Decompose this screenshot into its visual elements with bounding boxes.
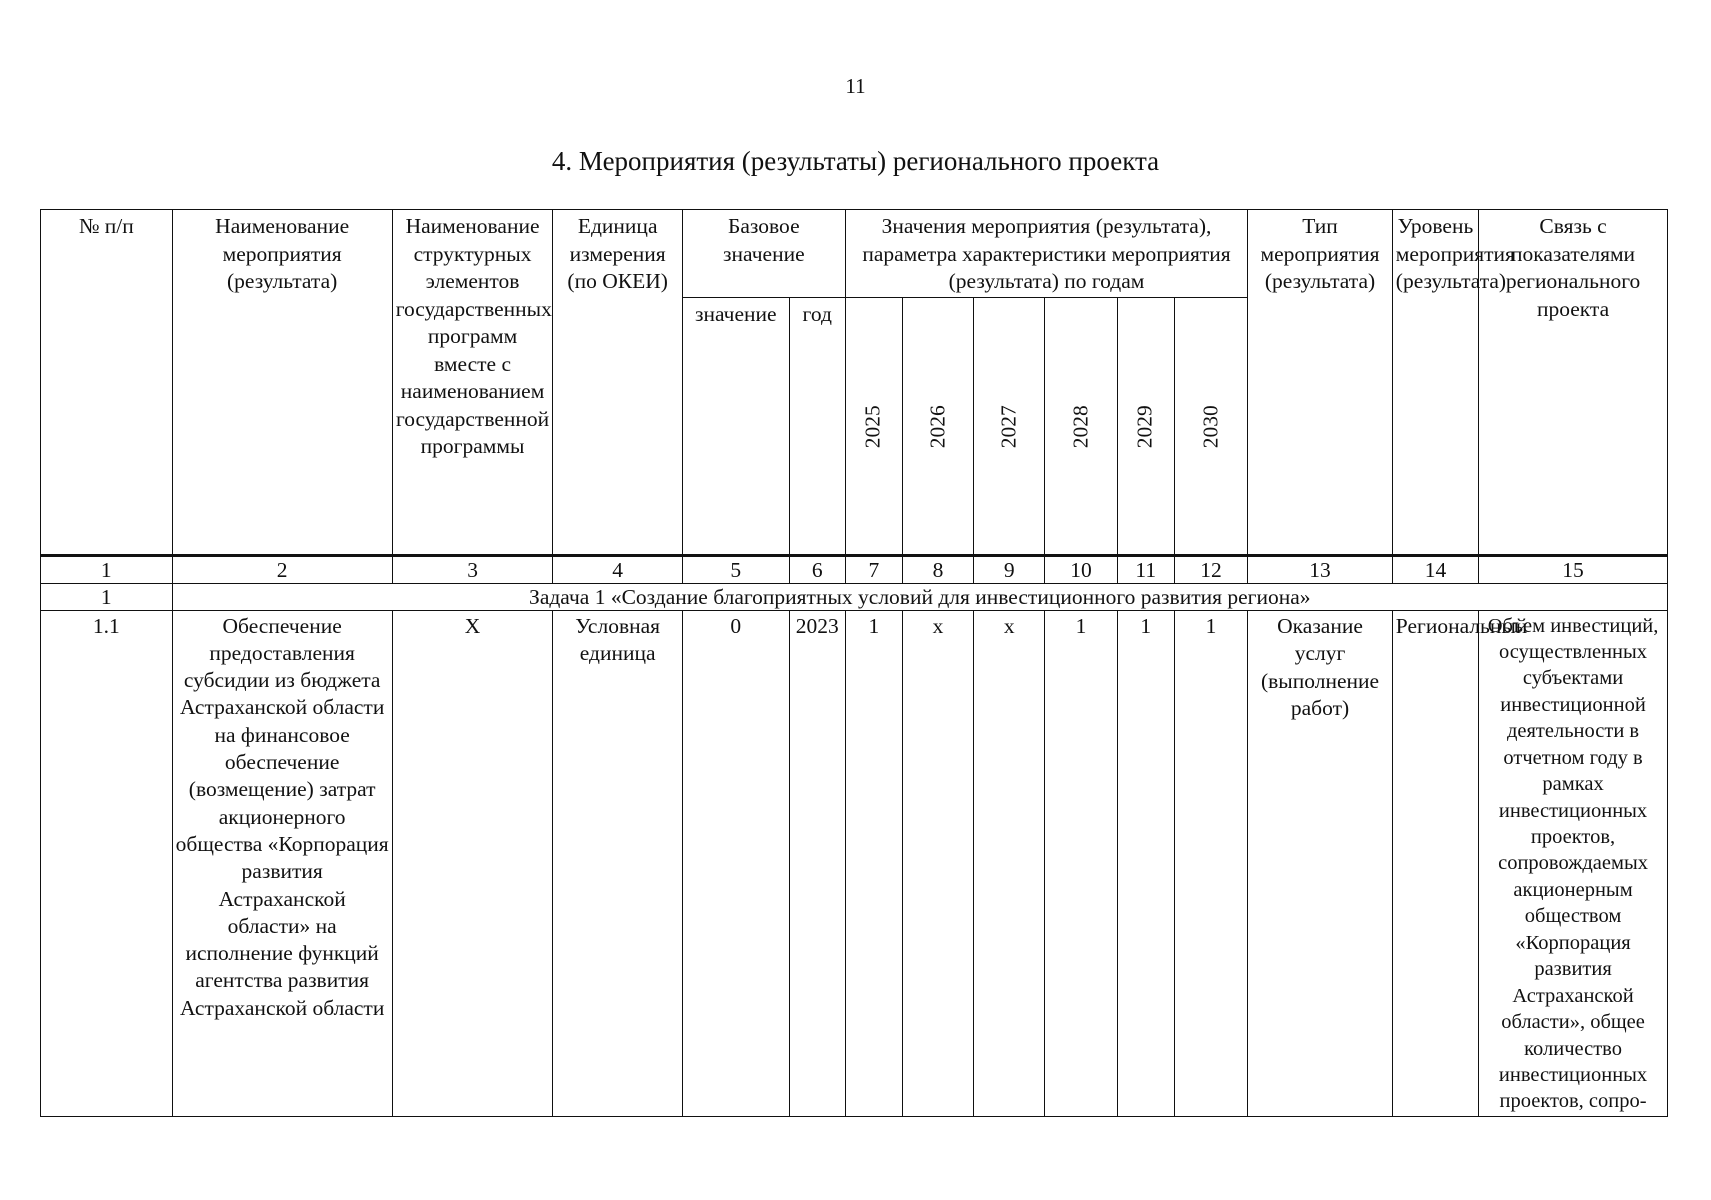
header-base-year: год <box>789 297 845 555</box>
column-number: 6 <box>789 555 845 583</box>
header-year-2026 <box>902 297 973 555</box>
column-number: 12 <box>1174 555 1247 583</box>
header-year-2030 <box>1174 297 1247 555</box>
section-title: 4. Мероприятия (результаты) регионального проекта <box>551 146 1160 176</box>
year-label: 2028 <box>1068 405 1093 449</box>
table-row <box>41 610 1668 1116</box>
row-value-2029: 1 <box>1117 610 1174 1116</box>
column-number: 10 <box>1045 555 1117 583</box>
page-number: 11 <box>845 74 866 98</box>
row-value-2028: 1 <box>1045 610 1117 1116</box>
header-type: Тип мероприятия (результата) <box>1248 210 1393 556</box>
row-link: Объем инвестиций, осуществленных субъектами инвестиционной деятельности в отчетном году в рамках инвестиционных проектов, сопровождаемых акционерным обществом «Корпорация развития Астраханской области», общее количество инвестиционных проектов, сопро- <box>1479 610 1668 1116</box>
column-number: 7 <box>845 555 902 583</box>
year-label: 2025 <box>861 405 886 449</box>
row-value-2027: x <box>974 610 1045 1116</box>
header-level: Уровень мероприятия (результата) <box>1392 210 1478 556</box>
row-struct: X <box>392 610 553 1116</box>
header-year-2029 <box>1117 297 1174 555</box>
column-number: 3 <box>392 555 553 583</box>
header-values: Значения мероприятия (результата), параметра характеристики мероприятия (результата) по годам <box>845 210 1247 298</box>
header-link: Связь с показателями регионального проекта <box>1479 210 1668 556</box>
row-type: Оказание услуг (выполнение работ) <box>1248 610 1393 1116</box>
header-base: Базовое значение <box>682 210 845 298</box>
row-name: Обеспечение предоставления субсидии из бюджета Астраханской области на финансовое обеспечение (возмещение) затрат акционерного общества «Корпорация развития Астраханской области» на исполнение функций агентства развития Астраханской области <box>172 610 392 1116</box>
year-label: 2030 <box>1198 405 1223 449</box>
header-num: № п/п <box>41 210 173 556</box>
year-label: 2026 <box>925 405 950 449</box>
results-table <box>40 209 1668 1117</box>
column-number: 15 <box>1479 555 1668 583</box>
column-number: 13 <box>1248 555 1393 583</box>
year-label: 2027 <box>996 405 1021 449</box>
header-base-value: значение <box>682 297 789 555</box>
row-value-2030: 1 <box>1174 610 1247 1116</box>
column-number: 1 <box>41 555 173 583</box>
column-number: 11 <box>1117 555 1174 583</box>
header-struct: Наименование структурных элементов государственных программ вместе с наименованием государственной программы <box>392 210 553 556</box>
task-number: 1 <box>41 583 173 610</box>
column-number: 5 <box>682 555 789 583</box>
row-value-2025: 1 <box>845 610 902 1116</box>
column-number-row <box>41 555 1668 583</box>
header-year-2027 <box>974 297 1045 555</box>
row-base-value: 0 <box>682 610 789 1116</box>
header-year-2025 <box>845 297 902 555</box>
task-row <box>41 583 1668 610</box>
column-number: 8 <box>902 555 973 583</box>
header-unit: Единица измерения (по ОКЕИ) <box>553 210 682 556</box>
row-unit: Условная единица <box>553 610 682 1116</box>
year-label: 2029 <box>1132 405 1157 449</box>
column-number: 4 <box>553 555 682 583</box>
row-value-2026: x <box>902 610 973 1116</box>
header-year-2028 <box>1045 297 1117 555</box>
row-base-year: 2023 <box>789 610 845 1116</box>
column-number: 14 <box>1392 555 1478 583</box>
task-title: Задача 1 «Создание благоприятных условий для инвестиционного развития региона» <box>172 583 1667 610</box>
row-level: Региональный <box>1392 610 1478 1116</box>
row-number: 1.1 <box>41 610 173 1116</box>
column-number: 2 <box>172 555 392 583</box>
column-number: 9 <box>974 555 1045 583</box>
header-name: Наименование мероприятия (результата) <box>172 210 392 556</box>
